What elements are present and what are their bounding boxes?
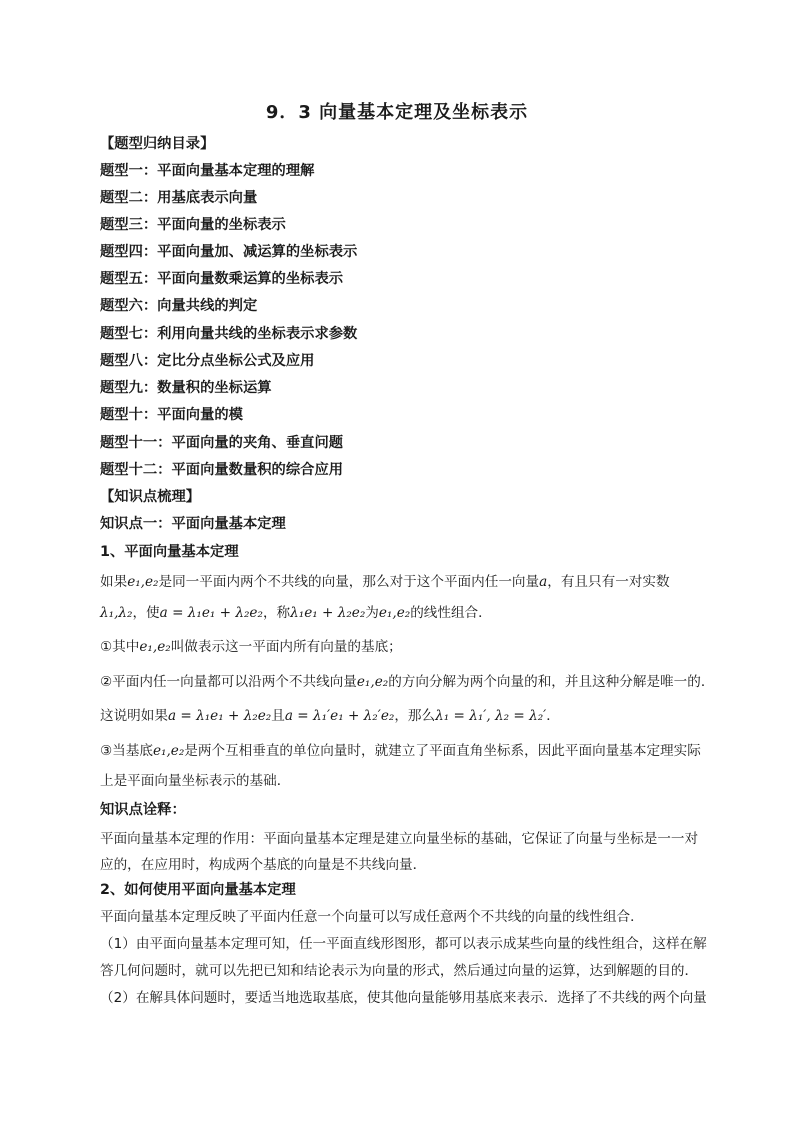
- paragraph-1b: λ₁,λ₂，使a = λ₁e₁ + λ₂e₂，称λ₁e₁ + λ₂e₂为e₁,e₂的线性组合．: [100, 605, 492, 621]
- math-vector-a: a: [539, 574, 548, 590]
- item-2: ②平面内任一向量都可以沿两个不共线向量e₁,e₂的方向分解为两个向量的和，并且这种分解是唯一的．: [100, 674, 715, 690]
- toc-item-4: 题型四：平面向量加、减运算的坐标表示: [100, 244, 358, 260]
- math-lambdas: λ₁,λ₂: [100, 605, 133, 621]
- toc-item-2: 题型二：用基底表示向量: [100, 190, 258, 206]
- math-basis: e₁,e₂: [152, 743, 185, 759]
- note-paragraph-b: 应的，在应用时，构成两个基底的向量是不共线向量．: [100, 857, 427, 873]
- note-paragraph-a: 平面向量基本定理的作用：平面向量基本定理是建立向量坐标的基础，它保证了向量与坐标是一一对: [100, 831, 699, 847]
- item-2b: 这说明如果a = λ₁e₁ + λ₂e₂且a = λ₁′e₁ + λ₂′e₂，那么λ₁ = λ₁′, λ₂ = λ₂′．: [100, 708, 560, 724]
- math-combination-prime: a = λ₁′e₁ + λ₂′e₂: [284, 708, 395, 724]
- page-title: 9．3 向量基本定理及坐标表示: [265, 102, 529, 123]
- toc-item-6: 题型六：向量共线的判定: [100, 298, 258, 314]
- math-basis: e₁,e₂: [356, 674, 389, 690]
- math-basis: e₁,e₂: [127, 574, 159, 590]
- math-basis: e₁,e₂: [378, 605, 411, 621]
- math-equality: λ₁ = λ₁′, λ₂ = λ₂′: [435, 708, 547, 724]
- item-3: ③当基底e₁,e₂是两个互相垂直的单位向量时，就建立了平面直角坐标系，因此平面向量基本定理实际: [100, 743, 701, 759]
- section-2-point-1a: （1）由平面向量基本定理可知，任一平面直线形图形，都可以表示成某些向量的线性组合，这样在解: [100, 936, 707, 952]
- toc-item-11: 题型十一：平面向量的夹角、垂直问题: [100, 435, 344, 451]
- toc-item-10: 题型十：平面向量的模: [100, 407, 243, 423]
- toc-item-3: 题型三：平面向量的坐标表示: [100, 217, 286, 233]
- section-2-point-2a: （2）在解具体问题时，要适当地选取基底，使其他向量能够用基底来表示．选择了不共线的两个向量: [100, 990, 707, 1006]
- toc-item-1: 题型一：平面向量基本定理的理解: [100, 163, 315, 179]
- toc-item-7: 题型七：利用向量共线的坐标表示求参数: [100, 326, 358, 342]
- toc-item-12: 题型十二：平面向量数量积的综合应用: [100, 462, 344, 478]
- section-2-heading: 2、如何使用平面向量基本定理: [100, 882, 296, 898]
- math-basis: e₁,e₂: [139, 639, 171, 655]
- math-combination: a = λ₁e₁ + λ₂e₂: [167, 708, 272, 724]
- toc-item-8: 题型八：定比分点坐标公式及应用: [100, 353, 315, 369]
- note-heading: 知识点诠释：: [100, 802, 186, 818]
- math-combination-2: λ₁e₁ + λ₂e₂: [290, 605, 366, 621]
- toc-item-9: 题型九：数量积的坐标运算: [100, 380, 272, 396]
- item-1: ①其中e₁,e₂叫做表示这一平面内所有向量的基底；: [100, 639, 402, 655]
- toc-item-5: 题型五：平面向量数乘运算的坐标表示: [100, 271, 344, 287]
- knowledge-heading: 【知识点梳理】: [100, 489, 201, 505]
- section-2-point-1b: 答几何问题时，就可以先把已知和结论表示为向量的形式，然后通过向量的运算，达到解题的目的．: [100, 963, 699, 979]
- section-2-paragraph: 平面向量基本定理反映了平面内任意一个向量可以写成任意两个不共线的向量的线性组合．: [100, 909, 644, 925]
- paragraph-1a: 如果e₁,e₂是同一平面内两个不共线的向量，那么对于这个平面内任一向量a，有且只有一对实数: [100, 574, 670, 590]
- math-combination: a = λ₁e₁ + λ₂e₂: [159, 605, 263, 621]
- section-1-heading: 1、平面向量基本定理: [100, 544, 239, 560]
- toc-heading: 【题型归纳目录】: [100, 136, 215, 152]
- knowledge-point-1-heading: 知识点一：平面向量基本定理: [100, 516, 286, 532]
- item-3b: 上是平面向量坐标表示的基础．: [100, 773, 291, 789]
